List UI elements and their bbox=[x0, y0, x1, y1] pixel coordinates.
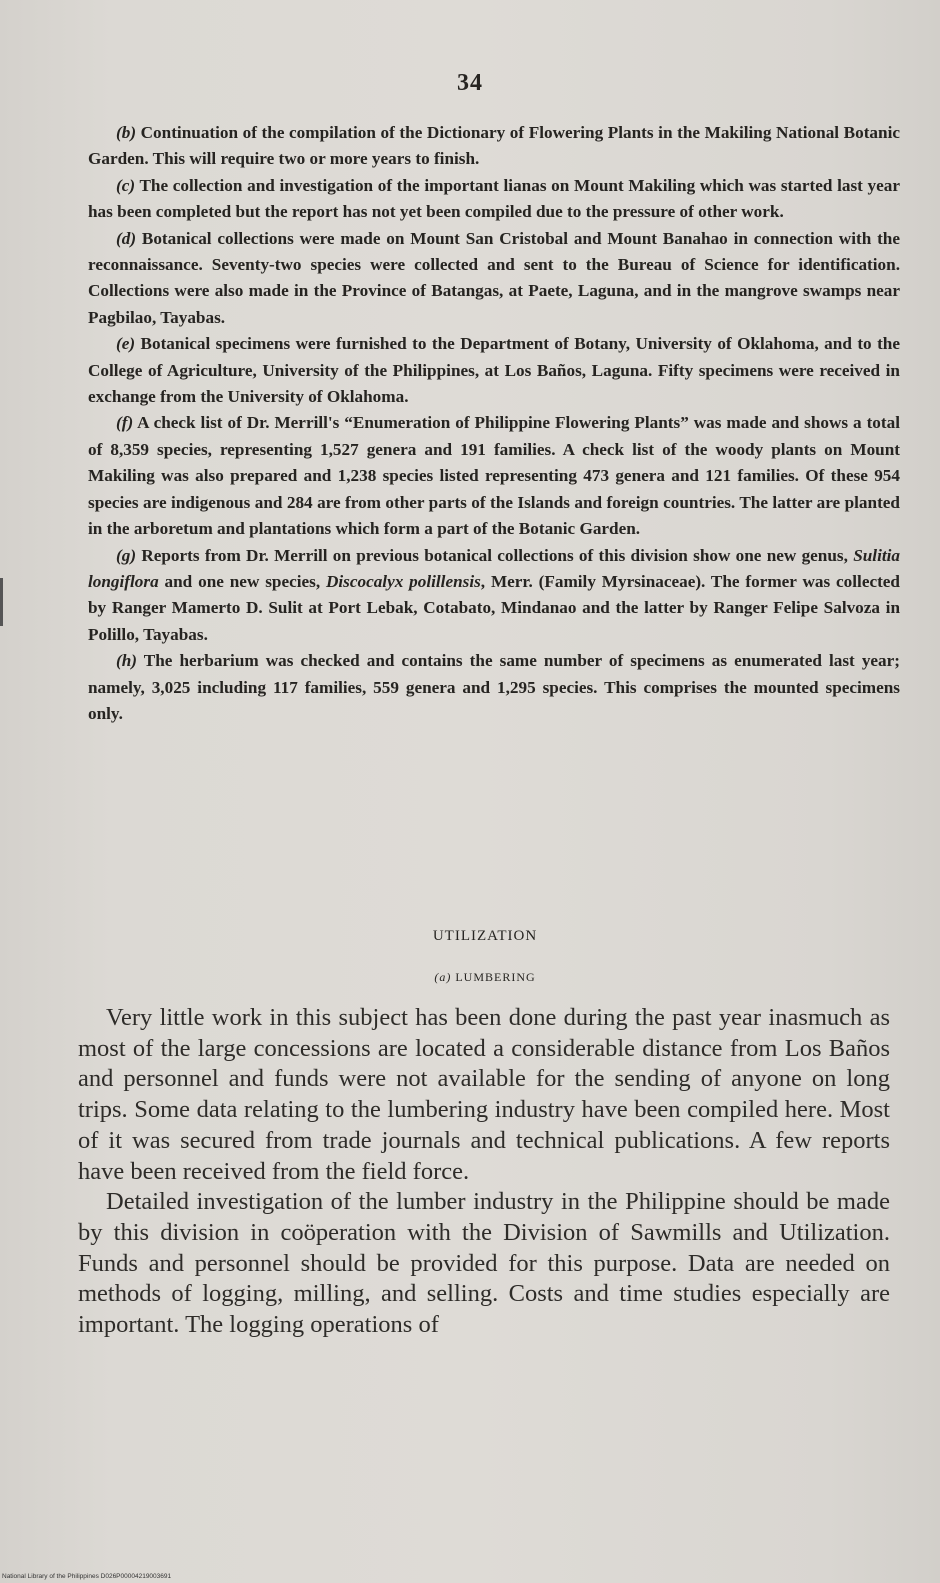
paragraph-text: Botanical specimens were furnished to the Department of Botany, University of Oklahoma, and to the College of Agriculture, University of the Philippines, at Los Baños, Laguna. Fifty specimens were received in exchange from the University of Oklahoma. bbox=[88, 334, 900, 407]
species-name: Discocalyx polillensis bbox=[325, 571, 481, 591]
subsection-label: (a) bbox=[434, 970, 452, 984]
paragraph-g bbox=[88, 543, 900, 649]
paragraph-d bbox=[88, 226, 900, 332]
enumerated-paragraphs bbox=[88, 120, 900, 727]
item-label: (b) bbox=[116, 123, 137, 142]
lumbering-body bbox=[78, 1003, 890, 1341]
section-title: UTILIZATION bbox=[432, 928, 538, 944]
paragraph-text: The herbarium was checked and contains the same number of specimens as enumerated last year; namely, 3,025 including 117 families, 559 genera and 1,295 species. This comprises the mounted specimens only. bbox=[88, 651, 900, 723]
subsection-title bbox=[0, 970, 940, 985]
paragraph-text: Reports from Dr. Merrill on previous botanical collections of this division show one new genus, bbox=[136, 545, 854, 565]
paragraph-c bbox=[88, 173, 900, 226]
page-number: 34 bbox=[457, 70, 483, 96]
scan-footer: National Library of the Philippines D026P00004219003691 bbox=[2, 1573, 172, 1580]
paragraph-f bbox=[88, 410, 900, 542]
genus-name: Sulitia longiflora bbox=[88, 545, 900, 591]
paragraph-text: The collection and investigation of the important lianas on Mount Makiling which was started last year has been completed but the report has not yet been compiled due to the pressure of other work. bbox=[88, 175, 900, 222]
item-label: (d) bbox=[116, 228, 137, 248]
lumbering-paragraph-1: Very little work in this subject has been done during the past year inasmuch as most of the large concessions are located a considerable distance from Los Baños and personnel and funds were not available for the sending of anyone on long trips. Some data relating to the lumbering industry have been compiled here. Most of it was secured from trade journals and technical publications. A few reports have been received from the field force. bbox=[78, 1004, 890, 1185]
paragraph-h bbox=[88, 648, 900, 727]
paragraph-text: and one new species, bbox=[158, 571, 326, 591]
paragraph-text: , Merr. (Family Myrsinaceae). The former was collected by Ranger Mamerto D. Sulit at Port Lebak, Cotabato, Mindanao and the latter by Ranger Felipe Salvoza in Polillo, Tayabas. bbox=[88, 571, 900, 644]
item-label: (e) bbox=[116, 334, 136, 354]
lumbering-paragraph-2: Detailed investigation of the lumber industry in the Philippine should be made by this division in coöperation with the Division of Sawmills and Utilization. Funds and personnel should be provided for this purpose. Data are needed on methods of logging, milling, and selling. Costs and time studies especially are important. The logging operations of bbox=[78, 1188, 890, 1339]
paragraph-text: Botanical collections were made on Mount San Cristobal and Mount Banahao in connection with the reconnaissance. Seventy-two species were collected and sent to the Bureau of Science for identification. Collections were also made in the Province of Batangas, at Paete, Laguna, and in the mangrove swamps near Pagbilao, Tayabas. bbox=[88, 228, 900, 327]
paragraph-text: A check list of Dr. Merrill's “Enumeration of Philippine Flowering Plants” was made and shows a total of 8,359 species, representing 1,527 genera and 191 families. A check list of the woody plants on Mount Makiling was also prepared and 1,238 species listed representing 473 genera and 121 families. Of these 954 species are indigenous and 284 are from other parts of the Islands and foreign countries. The latter are planted in the arboretum and plantations which form a part of the Botanic Garden. bbox=[88, 413, 900, 539]
item-label: (f) bbox=[116, 413, 134, 433]
item-label: (g) bbox=[116, 545, 137, 565]
paragraph-text: Continuation of the compilation of the Dictionary of Flowering Plants in the Makiling National Botanic Garden. This will require two or more years to finish. bbox=[88, 123, 900, 169]
paragraph-e bbox=[88, 331, 900, 410]
paragraph-b bbox=[88, 120, 900, 173]
item-label: (c) bbox=[116, 175, 136, 195]
item-label: (h) bbox=[116, 651, 138, 671]
subsection-text: LUMBERING bbox=[451, 970, 536, 984]
scan-edge-mark bbox=[0, 578, 3, 626]
